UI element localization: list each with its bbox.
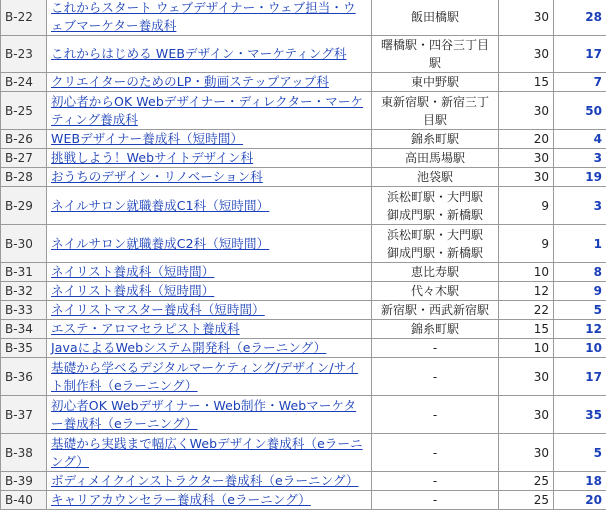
- course-link[interactable]: 挑戦しよう！Webサイトデザイン科: [51, 150, 254, 165]
- course-capacity: 30: [499, 396, 554, 434]
- course-capacity: 30: [499, 358, 554, 396]
- course-station: 浜松町駅・大門駅 御成門駅・新橋駅: [372, 187, 499, 225]
- table-row: [1, 73, 606, 92]
- table-row: [1, 168, 606, 187]
- course-applicants: 1: [554, 225, 606, 263]
- course-applicants: 3: [554, 149, 606, 168]
- course-capacity: 25: [499, 491, 554, 510]
- table-row: [1, 0, 606, 36]
- course-id: B-25: [1, 92, 47, 130]
- table-row: [1, 301, 606, 320]
- course-link[interactable]: WEBデザイナー養成科（短時間）: [51, 131, 244, 146]
- course-applicants: 8: [554, 263, 606, 282]
- course-station: -: [372, 396, 499, 434]
- course-id: B-26: [1, 130, 47, 149]
- course-applicants: 9: [554, 282, 606, 301]
- course-capacity: 15: [499, 320, 554, 339]
- course-id: B-33: [1, 301, 47, 320]
- course-link[interactable]: おうちのデザイン・リノベーション科: [51, 169, 263, 184]
- course-station: 錦糸町駅: [372, 130, 499, 149]
- course-applicants: 19: [554, 168, 606, 187]
- table-row: [1, 434, 606, 472]
- course-id: B-34: [1, 320, 47, 339]
- course-link[interactable]: これからはじめる WEBデザイン・マーケティング科: [51, 46, 347, 61]
- course-link[interactable]: ネイリストマスター養成科（短時間）: [51, 302, 265, 317]
- table-row: [1, 130, 606, 149]
- course-link[interactable]: 初心者からOK Webデザイナー・ディレクター・マーケティング養成科: [51, 93, 364, 127]
- course-capacity: 10: [499, 339, 554, 358]
- course-link[interactable]: クリエイターのためのLP・動画ステップアップ科: [51, 74, 329, 89]
- course-id: B-23: [1, 36, 47, 73]
- course-link[interactable]: エステ・アロマセラピスト養成科: [51, 321, 240, 336]
- course-capacity: 30: [499, 92, 554, 130]
- course-id: B-27: [1, 149, 47, 168]
- course-link[interactable]: ネイリスト養成科（短時間）: [51, 264, 215, 279]
- course-link[interactable]: ネイリスト養成科（短時間）: [51, 283, 215, 298]
- course-applicants: 20: [554, 491, 606, 510]
- course-station: 飯田橋駅: [372, 0, 499, 36]
- table-row: [1, 491, 606, 510]
- course-id: B-30: [1, 225, 47, 263]
- course-station: -: [372, 339, 499, 358]
- course-capacity: 15: [499, 73, 554, 92]
- course-applicants: 5: [554, 434, 606, 472]
- table-row: [1, 320, 606, 339]
- course-id: B-37: [1, 396, 47, 434]
- course-applicants: 28: [554, 0, 606, 36]
- table-row: [1, 92, 606, 130]
- course-id: B-35: [1, 339, 47, 358]
- course-station: 代々木駅: [372, 282, 499, 301]
- course-id: B-28: [1, 168, 47, 187]
- course-applicants: 12: [554, 320, 606, 339]
- course-applicants: 50: [554, 92, 606, 130]
- table-row: [1, 339, 606, 358]
- course-capacity: 10: [499, 263, 554, 282]
- course-table-body: [1, 0, 606, 510]
- course-applicants: 5: [554, 301, 606, 320]
- course-id: B-24: [1, 73, 47, 92]
- course-station: 錦糸町駅: [372, 320, 499, 339]
- course-station: -: [372, 434, 499, 472]
- course-station: -: [372, 491, 499, 510]
- table-row: [1, 187, 606, 225]
- course-capacity: 25: [499, 472, 554, 491]
- course-capacity: 20: [499, 130, 554, 149]
- table-row: [1, 263, 606, 282]
- course-capacity: 12: [499, 282, 554, 301]
- course-id: B-36: [1, 358, 47, 396]
- course-link[interactable]: 初心者OK Webデザイナー・Web制作・Webマーケター養成科（eラーニング）: [51, 397, 357, 431]
- course-link[interactable]: ネイルサロン就職養成C1科（短時間）: [51, 197, 270, 213]
- course-id: B-31: [1, 263, 47, 282]
- course-station: 曙橋駅・四谷三丁目駅: [372, 36, 499, 73]
- course-link[interactable]: 基礎から学べるデジタルマーケティング/デザイン/サイト制作科（eラーニング）: [51, 359, 359, 393]
- course-capacity: 30: [499, 36, 554, 73]
- course-capacity: 9: [499, 225, 554, 263]
- course-id: B-29: [1, 187, 47, 225]
- course-link[interactable]: ネイルサロン就職養成C2科（短時間）: [51, 235, 270, 251]
- course-applicants: 35: [554, 396, 606, 434]
- table-row: [1, 472, 606, 491]
- course-applicants: 17: [554, 36, 606, 73]
- course-station: -: [372, 358, 499, 396]
- course-applicants: 18: [554, 472, 606, 491]
- table-row: [1, 396, 606, 434]
- course-station: -: [372, 472, 499, 491]
- course-capacity: 30: [499, 434, 554, 472]
- course-link[interactable]: これからスタート ウェブデザイナー・ウェブ担当・ウェブマーケター養成科: [51, 0, 356, 33]
- course-station: 新宿駅・西武新宿駅: [372, 301, 499, 320]
- course-link[interactable]: キャリアカウンセラー養成科（eラーニング）: [51, 492, 311, 507]
- course-applicants: 4: [554, 130, 606, 149]
- table-row: [1, 36, 606, 73]
- table-row: [1, 225, 606, 263]
- course-station: 池袋駅: [372, 168, 499, 187]
- course-id: B-38: [1, 434, 47, 472]
- course-station: 高田馬場駅: [372, 149, 499, 168]
- course-applicants: 7: [554, 73, 606, 92]
- table-row: [1, 282, 606, 301]
- course-applicants: 3: [554, 187, 606, 225]
- course-link[interactable]: ボディメイクインストラクター養成科（eラーニング）: [51, 473, 359, 488]
- course-capacity: 9: [499, 187, 554, 225]
- table-row: [1, 358, 606, 396]
- course-station: 東新宿駅・新宿三丁目駅: [372, 92, 499, 130]
- course-station: 恵比寿駅: [372, 263, 499, 282]
- course-id: B-32: [1, 282, 47, 301]
- course-capacity: 30: [499, 149, 554, 168]
- course-capacity: 30: [499, 168, 554, 187]
- course-id: B-40: [1, 491, 47, 510]
- course-id: B-22: [1, 0, 47, 36]
- course-capacity: 22: [499, 301, 554, 320]
- course-capacity: 30: [499, 0, 554, 36]
- course-applicants: 10: [554, 339, 606, 358]
- table-row: [1, 149, 606, 168]
- course-applicants: 17: [554, 358, 606, 396]
- course-station: 浜松町駅・大門駅 御成門駅・新橋駅: [372, 225, 499, 263]
- course-id: B-39: [1, 472, 47, 491]
- course-link[interactable]: JavaによるWebシステム開発科（eラーニング）: [51, 340, 327, 355]
- course-station: 東中野駅: [372, 73, 499, 92]
- course-link[interactable]: 基礎から実践まで幅広くWebデザイン養成科（eラーニング）: [51, 435, 363, 469]
